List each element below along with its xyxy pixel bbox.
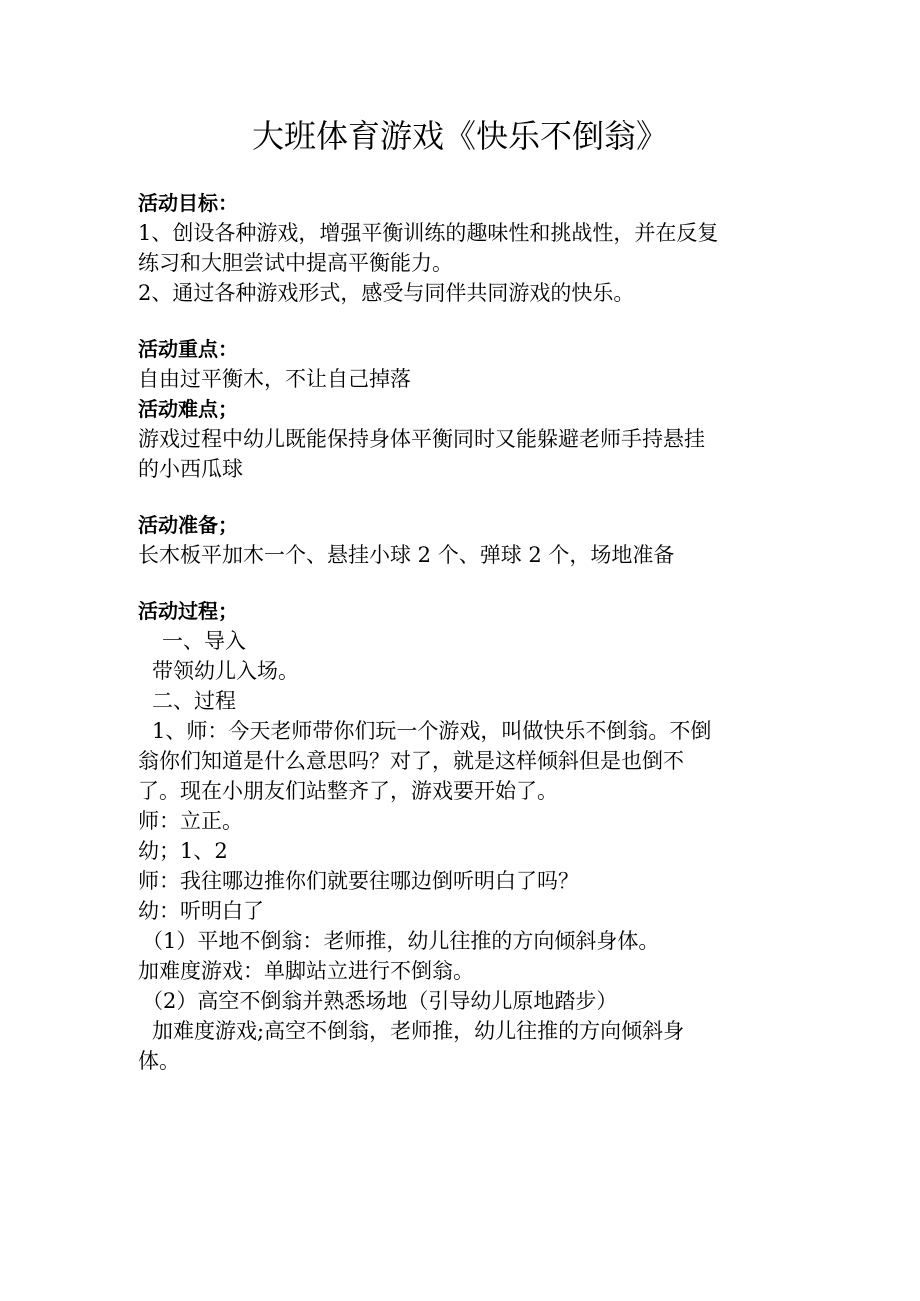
- process-line-8: 幼；1、2: [138, 839, 228, 863]
- process-line-2: 带领幼儿入场。: [152, 659, 299, 683]
- process-line-4: 1、师：今天老师带你们玩一个游戏，叫做快乐不倒翁。不倒: [152, 719, 712, 743]
- process-line-12: 加难度游戏：单脚站立进行不倒翁。: [138, 959, 474, 983]
- section-heading-difficulty: 活动难点；: [138, 397, 238, 421]
- process-line-13: （2）高空不倒翁并熟悉场地（引导幼儿原地踏步）: [142, 989, 618, 1013]
- section-preparation: [138, 510, 788, 570]
- preparation-line-1: 长木板平加木一个、悬挂小球 2 个、弹球 2 个，场地准备: [138, 543, 675, 567]
- section-heading-process: 活动过程；: [138, 599, 238, 623]
- section-goals: [138, 188, 788, 308]
- section-spacer: [138, 308, 788, 334]
- difficulty-line-1: 游戏过程中幼儿既能保持身体平衡同时又能躲避老师手持悬挂: [138, 427, 705, 451]
- difficulty-line-2: 的小西瓜球: [138, 457, 243, 481]
- section-spacer: [138, 570, 788, 596]
- goals-line-2: 练习和大胆尝试中提高平衡能力。: [138, 251, 453, 275]
- process-line-9: 师：我往哪边推你们就要往哪边倒听明白了吗？: [138, 869, 579, 893]
- key-point-line-1: 自由过平衡木，不让自己掉落: [138, 367, 411, 391]
- section-difficulty: [138, 394, 788, 484]
- section-key-point: [138, 334, 788, 394]
- section-heading-preparation: 活动准备；: [138, 513, 238, 537]
- process-line-14: 加难度游戏;高空不倒翁，老师推，幼儿往推的方向倾斜身: [152, 1019, 685, 1043]
- document-body: [138, 188, 788, 1076]
- section-process: [138, 596, 788, 1076]
- section-heading-goals: 活动目标：: [138, 191, 238, 215]
- process-line-5: 翁你们知道是什么意思吗？对了，就是这样倾斜但是也倒不: [138, 749, 684, 773]
- process-line-6: 了。现在小朋友们站整齐了，游戏要开始了。: [138, 779, 558, 803]
- document-title: 大班体育游戏《快乐不倒翁》: [251, 117, 668, 155]
- goals-line-1: 1、创设各种游戏，增强平衡训练的趣味性和挑战性，并在反复: [138, 221, 719, 245]
- process-line-11: （1）平地不倒翁：老师推，幼儿往推的方向倾斜身体。: [142, 929, 660, 953]
- goals-line-3: 2、通过各种游戏形式，感受与同伴共同游戏的快乐。: [138, 281, 635, 305]
- process-line-3: 二、过程: [152, 689, 236, 713]
- process-line-1: 一、导入: [162, 629, 246, 653]
- section-spacer: [138, 484, 788, 510]
- process-line-10: 幼：听明白了: [138, 899, 264, 923]
- process-line-15: 体。: [138, 1049, 180, 1073]
- process-line-7: 师：立正。: [138, 809, 243, 833]
- section-heading-key-point: 活动重点：: [138, 337, 238, 361]
